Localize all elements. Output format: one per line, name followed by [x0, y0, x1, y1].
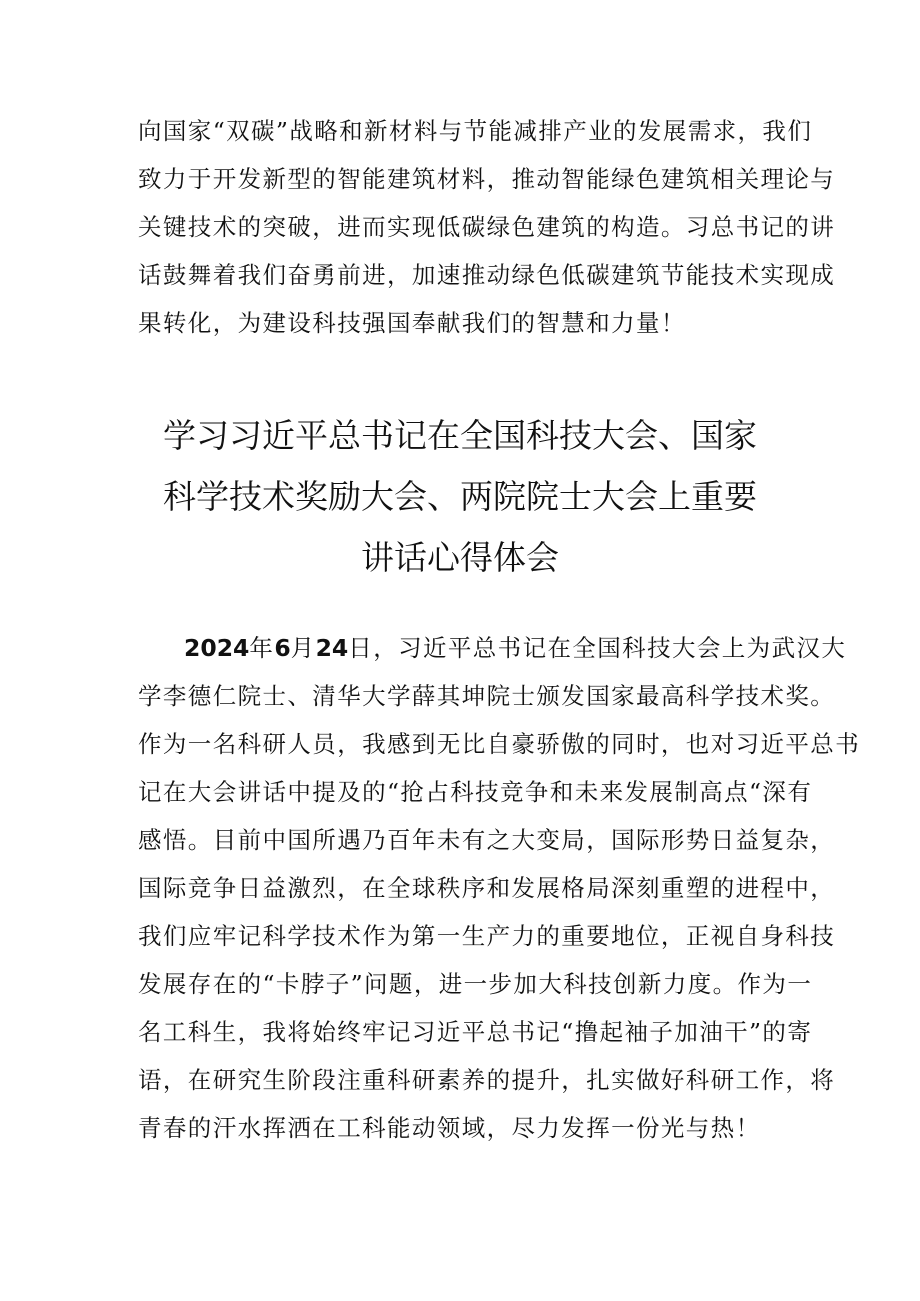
body-line: 发展存在的“卡脖子”问题，进一步加大科技创新力度。作为一 — [138, 970, 813, 998]
intro-line: 果转化，为建设科技强国奉献我们的智慧和力量！ — [138, 309, 686, 337]
first-line-text: ，习近平总书记在全国科技大会上为武汉大 — [373, 634, 847, 662]
body-line: 名工科生，我将始终牢记习近平总书记“撸起袖子加油干”的寄 — [138, 1018, 813, 1046]
body-line: 作为一名科研人员，我感到无比自豪骄傲的同时，也对习近平总书 — [138, 730, 861, 758]
date-month-suffix: 月 — [290, 634, 316, 662]
intro-line: 关键技术的突破，进而实现低碳绿色建筑的构造。习总书记的讲 — [138, 213, 836, 241]
body-line: 国际竞争日益激烈，在全球秩序和发展格局深刻重塑的进程中， — [138, 874, 836, 902]
body-line: 语，在研究生阶段注重科研素养的提升，扎实做好科研工作，将 — [138, 1066, 836, 1094]
date-day-suffix: 日 — [348, 634, 374, 662]
intro-line: 话鼓舞着我们奋勇前进，加速推动绿色低碳建筑节能技术实现成 — [138, 261, 836, 289]
intro-paragraph — [138, 107, 836, 347]
body-line: 我们应牢记科学技术作为第一生产力的重要地位，正视自身科技 — [138, 922, 836, 950]
title-line: 学习习近平总书记在全国科技大会、国家 — [163, 416, 757, 455]
body-paragraph — [138, 624, 861, 1152]
date-year-suffix: 年 — [249, 634, 275, 662]
intro-line: 向国家“双碳”战略和新材料与节能减排产业的发展需求，我们 — [138, 117, 813, 145]
date-month: 6 — [274, 634, 291, 662]
body-first-line — [138, 624, 847, 672]
article-title — [110, 405, 810, 588]
body-line: 学李德仁院士、清华大学薛其坤院士颁发国家最高科学技术奖。 — [138, 682, 836, 710]
body-line: 青春的汗水挥洒在工科能动领域，尽力发挥一份光与热！ — [138, 1114, 761, 1142]
body-line: 记在大会讲话中提及的“抢占科技竞争和未来发展制高点“深有 — [138, 778, 813, 806]
date-day: 24 — [315, 634, 349, 662]
title-line: 科学技术奖励大会、两院院士大会上重要 — [163, 477, 757, 516]
body-line: 感悟。目前中国所遇乃百年未有之大变局，国际形势日益复杂， — [138, 826, 836, 854]
title-line: 讲话心得体会 — [361, 538, 559, 577]
date-year: 2024 — [184, 634, 250, 662]
intro-line: 致力于开发新型的智能建筑材料，推动智能绿色建筑相关理论与 — [138, 165, 836, 193]
